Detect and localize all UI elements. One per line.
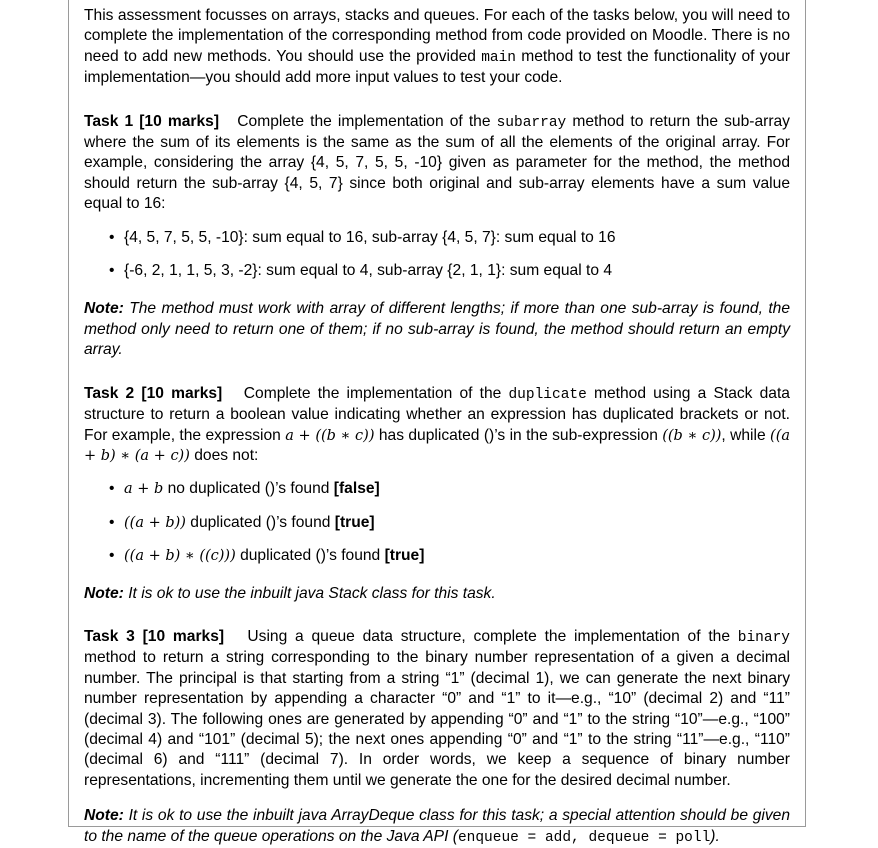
list-item xyxy=(84,479,790,499)
task1-note-text: The method must work with array of different lengths; if more than one sub-array is found, the method only need to return one of them; if no sub-array is found, the method should return an empty array. xyxy=(84,300,790,359)
task2-example-desc: duplicated ()’s found xyxy=(235,547,385,565)
task1-label: Task 1 [10 marks] xyxy=(84,112,220,130)
bullet-icon: • xyxy=(109,513,115,531)
task2-text-3: has duplicated ()’s in the sub-expression xyxy=(374,426,663,444)
list-item xyxy=(84,513,790,533)
task2-text-1: Complete the implementation of the xyxy=(243,384,509,402)
task2-example-list xyxy=(84,479,790,566)
task2-example-expr: ((a + b) ∗ ((c))) xyxy=(124,548,236,565)
task3-code: binary xyxy=(737,629,790,646)
intro-paragraph xyxy=(84,6,790,89)
task3-note-end: ). xyxy=(710,827,720,845)
task1-note xyxy=(84,299,790,360)
document-body xyxy=(84,6,790,848)
task2-example-result: [true] xyxy=(384,547,425,565)
list-item xyxy=(84,261,790,281)
intro-text-2: method to test the functionality of your implementation—you should add more input values to test your code. xyxy=(84,47,791,87)
task1-text-2: method to return the sub-array where the sum of its elements is the same as the sum of all the elements of the original array. For example, considering the array {4, 5, 7, 5, 5, -10} given as parameter for the method, the method should return the sub-array {4, 5, 7} since both original and sub-array elements have a sum value equal to 16: xyxy=(84,112,790,213)
task3-note-code: enqueue = add, dequeue = poll xyxy=(457,829,711,846)
task2-text-4: , while xyxy=(721,426,771,444)
list-item xyxy=(84,228,790,248)
bullet-icon: • xyxy=(109,547,115,565)
bullet-icon: • xyxy=(109,480,115,498)
task3-note-text: It is ok to use the inbuilt java ArrayDeque class for this task; a special attention should be given to the name of the queue operations on the Java API ( xyxy=(84,807,790,845)
intro-text-1: This assessment focusses on arrays, stacks and queues. For each of the tasks below, you will need to complete the implementation of the corresponding method from code provided on Moodle. There is no need to add new methods. You should use the provided xyxy=(84,7,790,65)
task2-example-expr: a + b xyxy=(124,481,164,498)
bullet-icon: • xyxy=(109,228,115,246)
task2-example-desc: no duplicated ()’s found xyxy=(163,480,334,498)
task1-paragraph xyxy=(84,112,790,215)
task2-example-result: [false] xyxy=(333,480,380,498)
page-right-edge xyxy=(805,0,806,827)
task2-note-label: Note: xyxy=(84,584,124,602)
task3-note-label: Note: xyxy=(84,807,124,825)
task2-example-desc: duplicated ()’s found xyxy=(185,513,335,531)
task2-note xyxy=(84,584,790,604)
list-item xyxy=(84,546,790,566)
intro-code-main: main xyxy=(481,49,517,66)
task2-code: duplicate xyxy=(508,386,587,403)
task2-math-3: ((a + b) ∗ (a + c)) xyxy=(84,427,790,464)
task2-label: Task 2 [10 marks] xyxy=(84,384,223,402)
task3-text-1: Using a queue data structure, complete the implementation of the xyxy=(247,627,738,645)
task2-math-2: ((b ∗ c)) xyxy=(662,427,722,444)
task1-note-label: Note: xyxy=(84,300,124,318)
task2-note-text: It is ok to use the inbuilt java Stack class for this task. xyxy=(123,584,496,602)
task3-note xyxy=(84,806,790,848)
task3-paragraph xyxy=(84,627,790,791)
task3-label: Task 3 [10 marks] xyxy=(84,627,225,645)
task3-text-2: method to return a string corresponding to the binary number representation of a given a decimal number. The principal is that starting from a string “1” (decimal 1), we can generate the next binary number representation by appending a character “0” and “1” to it—e.g., “10” (decimal 2) and “11” (decimal 3). The following ones are generated by appending “0” and “1” to the string “10”—e.g., “100” (decimal 4) and “101” (decimal 5); the next ones appending “0” and “1” to the string “11”—e.g., “110” (decimal 6) and “111” (decimal 7). In order words, we keep a sequence of binary number representations, incrementing them until we generate the one for the desired decimal number. xyxy=(84,649,790,789)
task2-math-1: a + ((b ∗ c)) xyxy=(285,427,375,444)
bullet-icon: • xyxy=(109,262,115,280)
task1-code: subarray xyxy=(496,114,567,131)
task2-example-result: [true] xyxy=(334,513,375,531)
task1-example-list xyxy=(84,228,790,282)
task2-paragraph xyxy=(84,384,790,467)
task1-example-1: {4, 5, 7, 5, 5, -10}: sum equal to 16, sub-array {4, 5, 7}: sum equal to 16 xyxy=(124,228,616,246)
task2-text-5: does not: xyxy=(189,446,259,464)
page-left-edge xyxy=(68,0,69,827)
task2-text-2: method using a Stack data structure to return a boolean value indicating whether an expression has duplicated brackets or not. For example, the expression xyxy=(84,384,790,444)
task1-text-1: Complete the implementation of the xyxy=(237,112,497,130)
task2-example-expr: ((a + b)) xyxy=(124,514,186,531)
task1-example-2: {-6, 2, 1, 1, 5, 3, -2}: sum equal to 4, sub-array {2, 1, 1}: sum equal to 4 xyxy=(124,262,613,280)
